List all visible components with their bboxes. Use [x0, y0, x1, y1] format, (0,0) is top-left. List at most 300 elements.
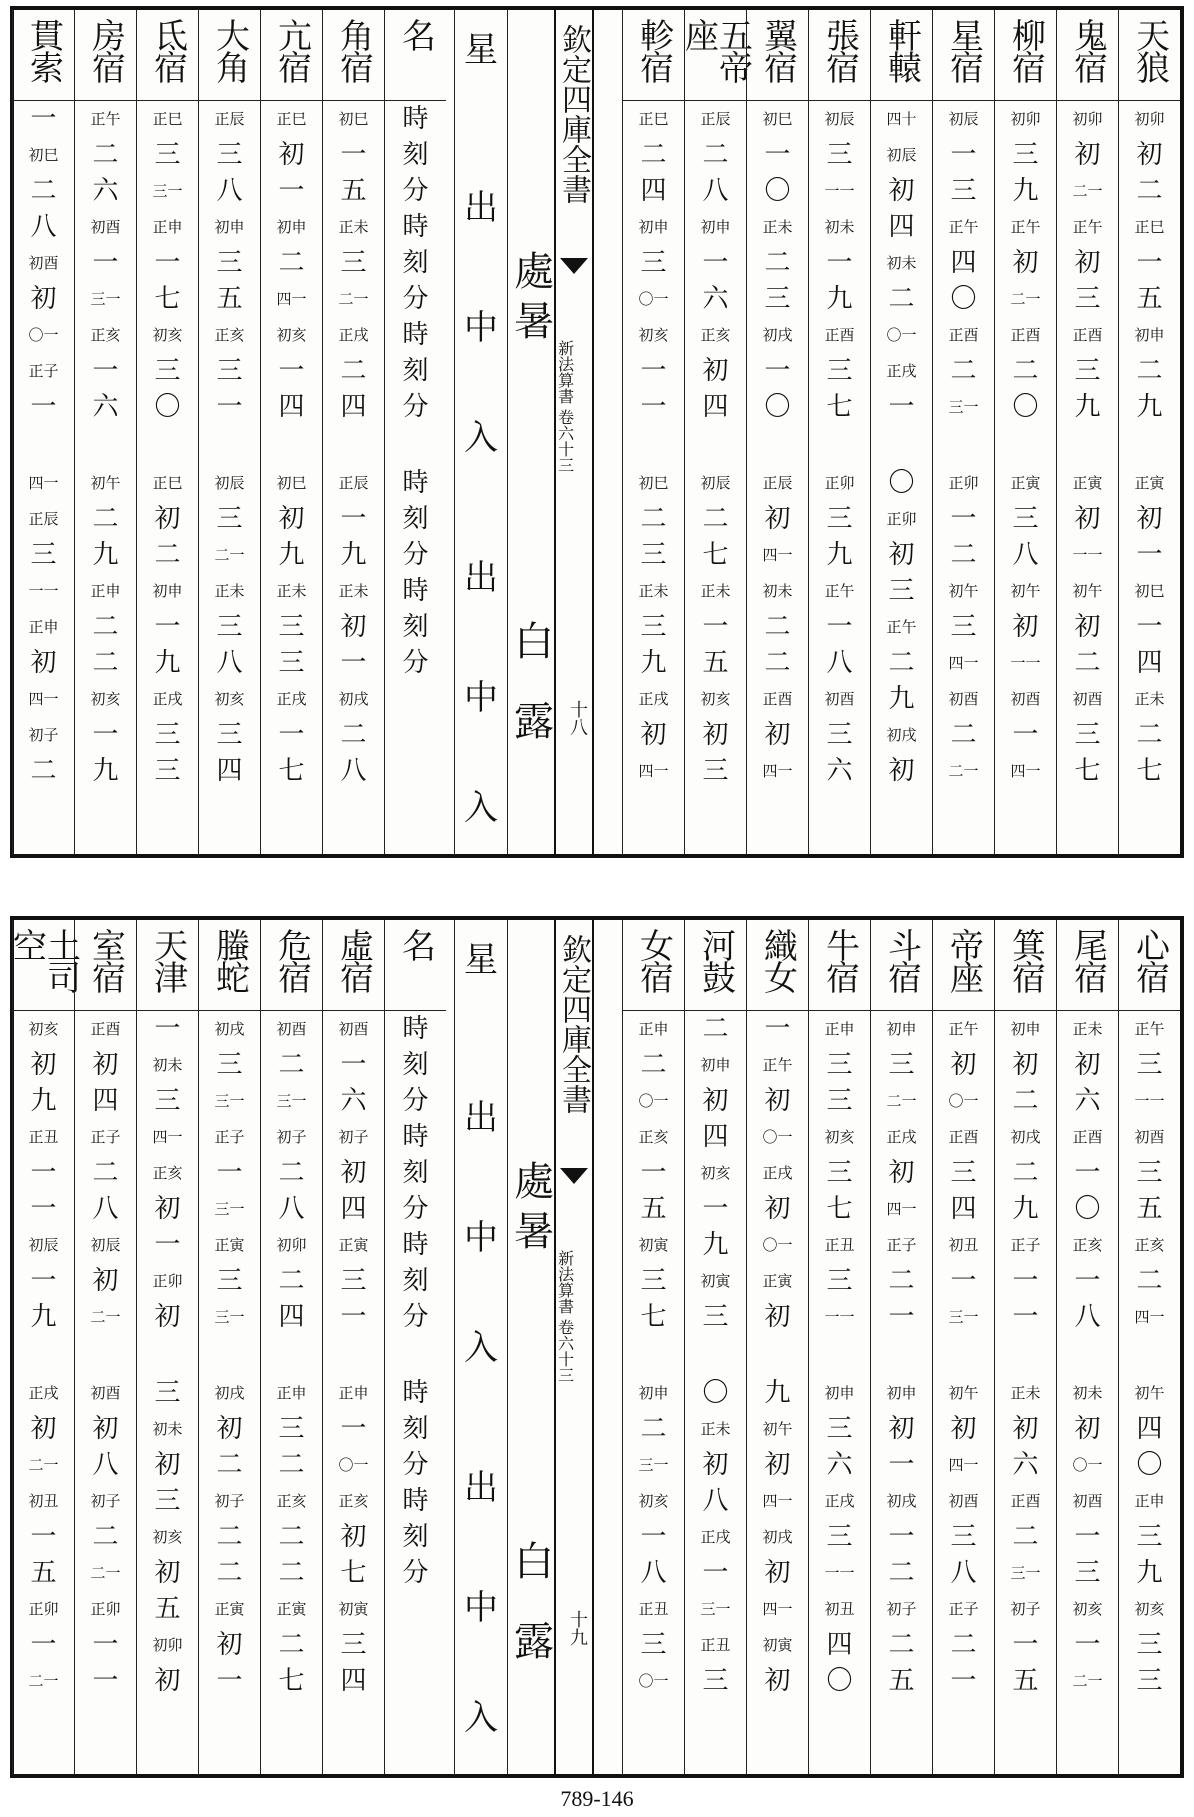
- obs-transit: 中: [464, 1218, 498, 1258]
- table-cell: 正申: [824, 1019, 855, 1038]
- table-cell: 二: [888, 648, 915, 678]
- table-cell: 三一: [90, 289, 121, 308]
- obs-set-2: 入: [464, 788, 498, 828]
- spine-page: 十八: [567, 700, 588, 736]
- table-cell: 正亥: [338, 1491, 369, 1510]
- row-label: 刻: [402, 140, 429, 170]
- table-cell: 初辰: [28, 1235, 59, 1254]
- table-cell: 三: [1136, 1158, 1163, 1188]
- star-column: [932, 10, 994, 854]
- star-name: 牛宿: [819, 928, 860, 992]
- table-cell: 三: [826, 504, 853, 534]
- table-cell: 初: [92, 1414, 119, 1444]
- table-cell: 初辰: [700, 473, 731, 492]
- table-cell: 七: [278, 1666, 305, 1696]
- table-cell: 初寅: [338, 1599, 369, 1618]
- table-cell: 二: [702, 504, 729, 534]
- table-cell: 正未: [762, 217, 793, 236]
- table-cell: 初: [154, 1194, 181, 1224]
- row-label: 分: [402, 648, 429, 678]
- fishtail-mark: [560, 1168, 588, 1184]
- table-cell: 四一: [28, 689, 59, 708]
- table-cell: 一: [340, 1050, 367, 1080]
- table-cell: 正丑: [700, 1635, 731, 1654]
- table-cell: 二: [764, 612, 791, 642]
- table-cell: 三: [154, 356, 181, 386]
- star-name: 女宿: [633, 928, 674, 992]
- table-cell: 四: [826, 1630, 853, 1660]
- table-cell: 初戌: [338, 689, 369, 708]
- table-cell: 正申: [638, 1019, 669, 1038]
- table-cell: 九: [1012, 1194, 1039, 1224]
- table-cell: 三: [1012, 504, 1039, 534]
- star-column: [746, 920, 808, 1774]
- table-cell: 四: [278, 392, 305, 422]
- table-cell: 三: [764, 284, 791, 314]
- table-cell: 初未: [824, 217, 855, 236]
- table-cell: 九: [764, 1378, 791, 1408]
- table-cell: 九: [702, 1230, 729, 1260]
- star-column: [746, 10, 808, 854]
- table-cell: 三: [826, 1158, 853, 1188]
- row-label: 時: [402, 1486, 429, 1516]
- table-cell: 一: [888, 1450, 915, 1480]
- table-cell: 二: [340, 356, 367, 386]
- obs-set-2: 入: [464, 1698, 498, 1738]
- table-cell: 二一: [338, 289, 369, 308]
- table-cell: 八: [1074, 1302, 1101, 1332]
- star-column: [622, 10, 684, 854]
- table-cell: 初子: [28, 725, 59, 744]
- table-cell: 正酉: [1010, 325, 1041, 344]
- table-cell: 三: [1074, 356, 1101, 386]
- table-cell: 九: [826, 540, 853, 570]
- table-cell: 一: [30, 1630, 57, 1660]
- table-cell: 五: [888, 1666, 915, 1696]
- table-cell: 二: [640, 1050, 667, 1080]
- table-cell: 正亥: [638, 1127, 669, 1146]
- table-cell: 一: [340, 1302, 367, 1332]
- table-cell: 初亥: [90, 689, 121, 708]
- star-column: [1118, 10, 1180, 854]
- table-cell: 八: [702, 1486, 729, 1516]
- table-cell: 初申: [152, 581, 183, 600]
- table-cell: 初: [1074, 612, 1101, 642]
- table-cell: 三: [340, 1266, 367, 1296]
- table-cell: 一: [340, 140, 367, 170]
- table-cell: 一: [702, 1194, 729, 1224]
- table-cell: 四一: [762, 761, 793, 780]
- star-name: 心宿: [1129, 928, 1170, 992]
- table-cell: 初: [1012, 612, 1039, 642]
- table-cell: 初: [950, 1414, 977, 1444]
- table-cell: 四: [1136, 648, 1163, 678]
- table-cell: 一: [340, 648, 367, 678]
- table-cell: 初寅: [638, 1235, 669, 1254]
- table-cell: 四: [340, 392, 367, 422]
- table-cell: 正卯: [886, 509, 917, 528]
- star-name: 張宿: [819, 18, 860, 82]
- obs-header: 星: [464, 940, 498, 980]
- table-cell: 三: [640, 1630, 667, 1660]
- table-cell: 初申: [1134, 325, 1165, 344]
- table-cell: 初戌: [1010, 1127, 1041, 1146]
- row-label: 刻: [402, 356, 429, 386]
- table-cell: 初: [278, 140, 305, 170]
- table-cell: 正未: [1010, 1383, 1041, 1402]
- table-cell: 正未: [1134, 689, 1165, 708]
- table-cell: 正卯: [948, 473, 979, 492]
- table-cell: 一: [30, 1266, 57, 1296]
- star-name: 天津: [147, 928, 188, 992]
- table-cell: 初卯: [1072, 109, 1103, 128]
- table-cell: 二: [278, 1158, 305, 1188]
- table-cell: 正戌: [886, 361, 917, 380]
- table-cell: 四一: [762, 1491, 793, 1510]
- star-name: 螣蛇: [209, 928, 250, 992]
- table-cell: 四一: [1134, 1307, 1165, 1326]
- table-cell: 三: [216, 1050, 243, 1080]
- table-cell: 八: [340, 756, 367, 786]
- table-cell: 正午: [1072, 217, 1103, 236]
- table-cell: 〇: [888, 468, 915, 498]
- top-observation-column: [454, 10, 508, 854]
- table-cell: 一: [154, 612, 181, 642]
- table-cell: 二: [1012, 1086, 1039, 1116]
- table-cell: 正未: [1072, 1019, 1103, 1038]
- table-cell: 初亥: [28, 1019, 59, 1038]
- table-cell: 一一: [824, 181, 855, 200]
- star-column: [1056, 10, 1118, 854]
- star-column: [6, 920, 81, 1774]
- star-name: 織女: [757, 928, 798, 992]
- table-cell: 初: [1074, 140, 1101, 170]
- table-cell: 初: [764, 1666, 791, 1696]
- table-cell: 一一: [28, 581, 59, 600]
- table-cell: 正戌: [152, 689, 183, 708]
- table-cell: 初: [154, 1558, 181, 1588]
- table-cell: 八: [216, 176, 243, 206]
- table-cell: 初申: [214, 217, 245, 236]
- table-cell: 三: [154, 1378, 181, 1408]
- table-cell: 初巳: [1134, 581, 1165, 600]
- table-cell: 初巳: [276, 473, 307, 492]
- table-cell: 〇一: [886, 325, 917, 344]
- star-column: [870, 10, 932, 854]
- table-cell: 初辰: [948, 109, 979, 128]
- table-cell: 初: [340, 1522, 367, 1552]
- table-cell: 初卯: [276, 1235, 307, 1254]
- table-cell: 正子: [948, 1599, 979, 1618]
- table-cell: 正辰: [762, 473, 793, 492]
- table-cell: 初: [1012, 1414, 1039, 1444]
- table-cell: 初申: [1010, 1019, 1041, 1038]
- star-column: [322, 10, 384, 854]
- table-cell: 九: [640, 648, 667, 678]
- table-cell: 正戌: [762, 1163, 793, 1182]
- table-cell: 初酉: [1134, 1127, 1165, 1146]
- table-cell: 九: [340, 540, 367, 570]
- table-cell: 〇一: [948, 1091, 979, 1110]
- table-cell: 初巳: [28, 145, 59, 164]
- row-label: 分: [402, 1302, 429, 1332]
- table-cell: 初: [1136, 140, 1163, 170]
- table-cell: 正午: [762, 1055, 793, 1074]
- table-cell: 正申: [338, 1383, 369, 1402]
- table-cell: 正丑: [28, 1127, 59, 1146]
- table-cell: 二: [640, 504, 667, 534]
- table-cell: 初申: [700, 1055, 731, 1074]
- term-1: 處: [507, 1160, 554, 1200]
- table-cell: 三: [826, 1050, 853, 1080]
- table-cell: 七: [340, 1558, 367, 1588]
- table-cell: 正酉: [948, 1127, 979, 1146]
- table-cell: 正寅: [276, 1599, 307, 1618]
- table-cell: 正辰: [338, 473, 369, 492]
- spine-page: 十九: [567, 1610, 588, 1646]
- row-label: 刻: [402, 1266, 429, 1296]
- table-cell: 一: [640, 1158, 667, 1188]
- table-cell: 正戌: [28, 1383, 59, 1402]
- table-cell: 二: [950, 356, 977, 386]
- table-cell: 初未: [152, 1419, 183, 1438]
- table-cell: 初寅: [700, 1271, 731, 1290]
- table-cell: 初: [278, 504, 305, 534]
- table-cell: 初: [340, 1158, 367, 1188]
- table-cell: 初: [764, 504, 791, 534]
- star-column: [260, 920, 322, 1774]
- star-name: 角宿: [333, 18, 374, 82]
- star-column: [1118, 920, 1180, 1774]
- table-cell: 二: [278, 1450, 305, 1480]
- term-3: 白: [507, 1540, 554, 1580]
- table-cell: 二一: [28, 1671, 59, 1690]
- table-cell: 正酉: [824, 325, 855, 344]
- table-cell: 五: [1136, 1194, 1163, 1224]
- table-cell: 正亥: [90, 325, 121, 344]
- table-cell: 二一: [28, 1455, 59, 1474]
- table-cell: 二: [92, 648, 119, 678]
- table-cell: 六: [92, 176, 119, 206]
- table-cell: 二: [216, 1558, 243, 1588]
- table-cell: 初申: [886, 1019, 917, 1038]
- table-cell: 〇: [1136, 1450, 1163, 1480]
- table-cell: 一: [92, 720, 119, 750]
- table-cell: 一: [30, 392, 57, 422]
- obs-rise-2: 出: [464, 558, 498, 598]
- table-cell: 五: [1136, 284, 1163, 314]
- row-label: 時: [402, 468, 429, 498]
- table-cell: 九: [1012, 176, 1039, 206]
- table-cell: 正申: [276, 1383, 307, 1402]
- table-cell: 四一: [1010, 761, 1041, 780]
- table-cell: 初: [888, 540, 915, 570]
- table-cell: 初辰: [214, 473, 245, 492]
- table-cell: 〇一: [762, 1127, 793, 1146]
- star-column: [808, 10, 870, 854]
- obs-set: 入: [464, 1328, 498, 1368]
- table-cell: 一一: [1134, 1091, 1165, 1110]
- table-cell: 初亥: [638, 325, 669, 344]
- table-cell: 二: [888, 284, 915, 314]
- table-cell: 一: [950, 504, 977, 534]
- table-cell: 三: [702, 756, 729, 786]
- table-cell: 二: [950, 720, 977, 750]
- table-cell: 正丑: [638, 1599, 669, 1618]
- table-cell: 一: [30, 104, 57, 134]
- row-label: 刻: [402, 248, 429, 278]
- obs-header: 星: [464, 30, 498, 70]
- table-cell: 六: [826, 756, 853, 786]
- table-cell: 正子: [1010, 1235, 1041, 1254]
- table-cell: 初未: [1072, 1383, 1103, 1402]
- table-cell: 一一: [1072, 545, 1103, 564]
- table-cell: 初: [640, 720, 667, 750]
- table-cell: 二: [154, 540, 181, 570]
- table-cell: 二: [278, 1522, 305, 1552]
- table-cell: 八: [950, 1558, 977, 1588]
- term-3: 白: [507, 620, 554, 660]
- table-cell: 正卯: [824, 473, 855, 492]
- row-label: 分: [402, 284, 429, 314]
- table-cell: 三: [640, 1266, 667, 1296]
- table-cell: 一: [826, 612, 853, 642]
- table-cell: 九: [30, 1302, 57, 1332]
- table-cell: 正戌: [886, 1127, 917, 1146]
- table-cell: 正亥: [214, 325, 245, 344]
- table-cell: 一: [640, 392, 667, 422]
- table-cell: 初巳: [638, 473, 669, 492]
- table-cell: 二一: [214, 545, 245, 564]
- table-cell: 正亥: [152, 1163, 183, 1182]
- table-cell: 初未: [762, 581, 793, 600]
- star-column: [198, 10, 260, 854]
- table-cell: 五: [702, 648, 729, 678]
- table-cell: 初亥: [152, 325, 183, 344]
- table-cell: 九: [278, 540, 305, 570]
- table-cell: 正午: [1010, 217, 1041, 236]
- table-cell: 二: [702, 140, 729, 170]
- star-name: 五帝座: [678, 18, 753, 82]
- row-label: 時: [402, 1230, 429, 1260]
- row-label: 時: [402, 576, 429, 606]
- table-cell: 二一: [90, 1563, 121, 1582]
- table-cell: 正未: [638, 581, 669, 600]
- table-cell: 正寅: [1072, 473, 1103, 492]
- table-cell: 二: [216, 1450, 243, 1480]
- table-cell: 三: [1012, 140, 1039, 170]
- table-cell: 初午: [1072, 581, 1103, 600]
- table-cell: 三一: [638, 1455, 669, 1474]
- star-column: [994, 920, 1056, 1774]
- table-cell: 初: [154, 504, 181, 534]
- table-cell: 〇: [154, 392, 181, 422]
- table-cell: 正申: [28, 617, 59, 636]
- table-cell: 初: [1074, 248, 1101, 278]
- table-cell: 二: [950, 1630, 977, 1660]
- table-cell: 初: [154, 1666, 181, 1696]
- table-cell: 七: [826, 392, 853, 422]
- table-cell: 二一: [90, 1307, 121, 1326]
- table-cell: 正卯: [152, 1271, 183, 1290]
- label-header: 名: [395, 928, 436, 960]
- table-cell: 初: [764, 1086, 791, 1116]
- table-cell: 一: [30, 1158, 57, 1188]
- table-cell: 三: [278, 648, 305, 678]
- table-cell: 二一: [1072, 181, 1103, 200]
- table-cell: 初: [1012, 1050, 1039, 1080]
- table-cell: 初申: [824, 1383, 855, 1402]
- table-cell: 三: [1074, 720, 1101, 750]
- label-column: [384, 920, 446, 1774]
- table-cell: 初申: [638, 1383, 669, 1402]
- table-cell: 二: [30, 176, 57, 206]
- star-column: [1056, 920, 1118, 1774]
- star-name: 翼宿: [757, 18, 798, 82]
- star-name: 帝座: [943, 928, 984, 992]
- table-cell: 七: [278, 756, 305, 786]
- table-cell: 三: [1074, 284, 1101, 314]
- table-cell: 四: [702, 1122, 729, 1152]
- table-cell: 一: [340, 1414, 367, 1444]
- table-cell: 四一: [948, 653, 979, 672]
- star-name: 危宿: [271, 928, 312, 992]
- table-cell: 一: [1074, 1522, 1101, 1552]
- table-cell: 正丑: [824, 1235, 855, 1254]
- table-cell: 四一: [152, 1127, 183, 1146]
- table-cell: 正寅: [1010, 473, 1041, 492]
- table-cell: 初: [702, 356, 729, 386]
- page-footer: 789-146: [560, 1786, 634, 1811]
- table-cell: 五: [30, 1558, 57, 1588]
- table-cell: 正亥: [700, 325, 731, 344]
- table-cell: 一: [640, 1522, 667, 1552]
- term-1: 處: [507, 250, 554, 290]
- star-name: 房宿: [85, 18, 126, 82]
- star-column: [932, 920, 994, 1774]
- table-cell: 初: [888, 176, 915, 206]
- table-cell: 初: [154, 1450, 181, 1480]
- table-cell: 初亥: [1072, 1599, 1103, 1618]
- table-cell: 三一: [700, 1599, 731, 1618]
- table-cell: 正寅: [338, 1235, 369, 1254]
- star-column: [198, 920, 260, 1774]
- table-cell: 一: [30, 1194, 57, 1224]
- table-cell: 正未: [276, 581, 307, 600]
- table-cell: 正寅: [762, 1271, 793, 1290]
- table-cell: 初酉: [276, 1019, 307, 1038]
- table-cell: 二: [764, 648, 791, 678]
- row-label: 刻: [402, 1522, 429, 1552]
- table-cell: 六: [92, 392, 119, 422]
- table-cell: 一: [216, 1666, 243, 1696]
- table-cell: 初亥: [276, 325, 307, 344]
- table-cell: 一: [216, 392, 243, 422]
- table-cell: 〇: [826, 1666, 853, 1696]
- table-cell: 初戌: [214, 1019, 245, 1038]
- table-cell: 一: [154, 248, 181, 278]
- table-cell: 正子: [214, 1127, 245, 1146]
- row-label: 時: [402, 1122, 429, 1152]
- table-cell: 正戌: [276, 689, 307, 708]
- table-cell: 正戌: [638, 689, 669, 708]
- star-column: [870, 920, 932, 1774]
- table-cell: 一: [216, 1158, 243, 1188]
- table-cell: 〇一: [762, 1235, 793, 1254]
- table-cell: 三一: [214, 1199, 245, 1218]
- table-cell: 正巳: [1134, 217, 1165, 236]
- row-label: 時: [402, 212, 429, 242]
